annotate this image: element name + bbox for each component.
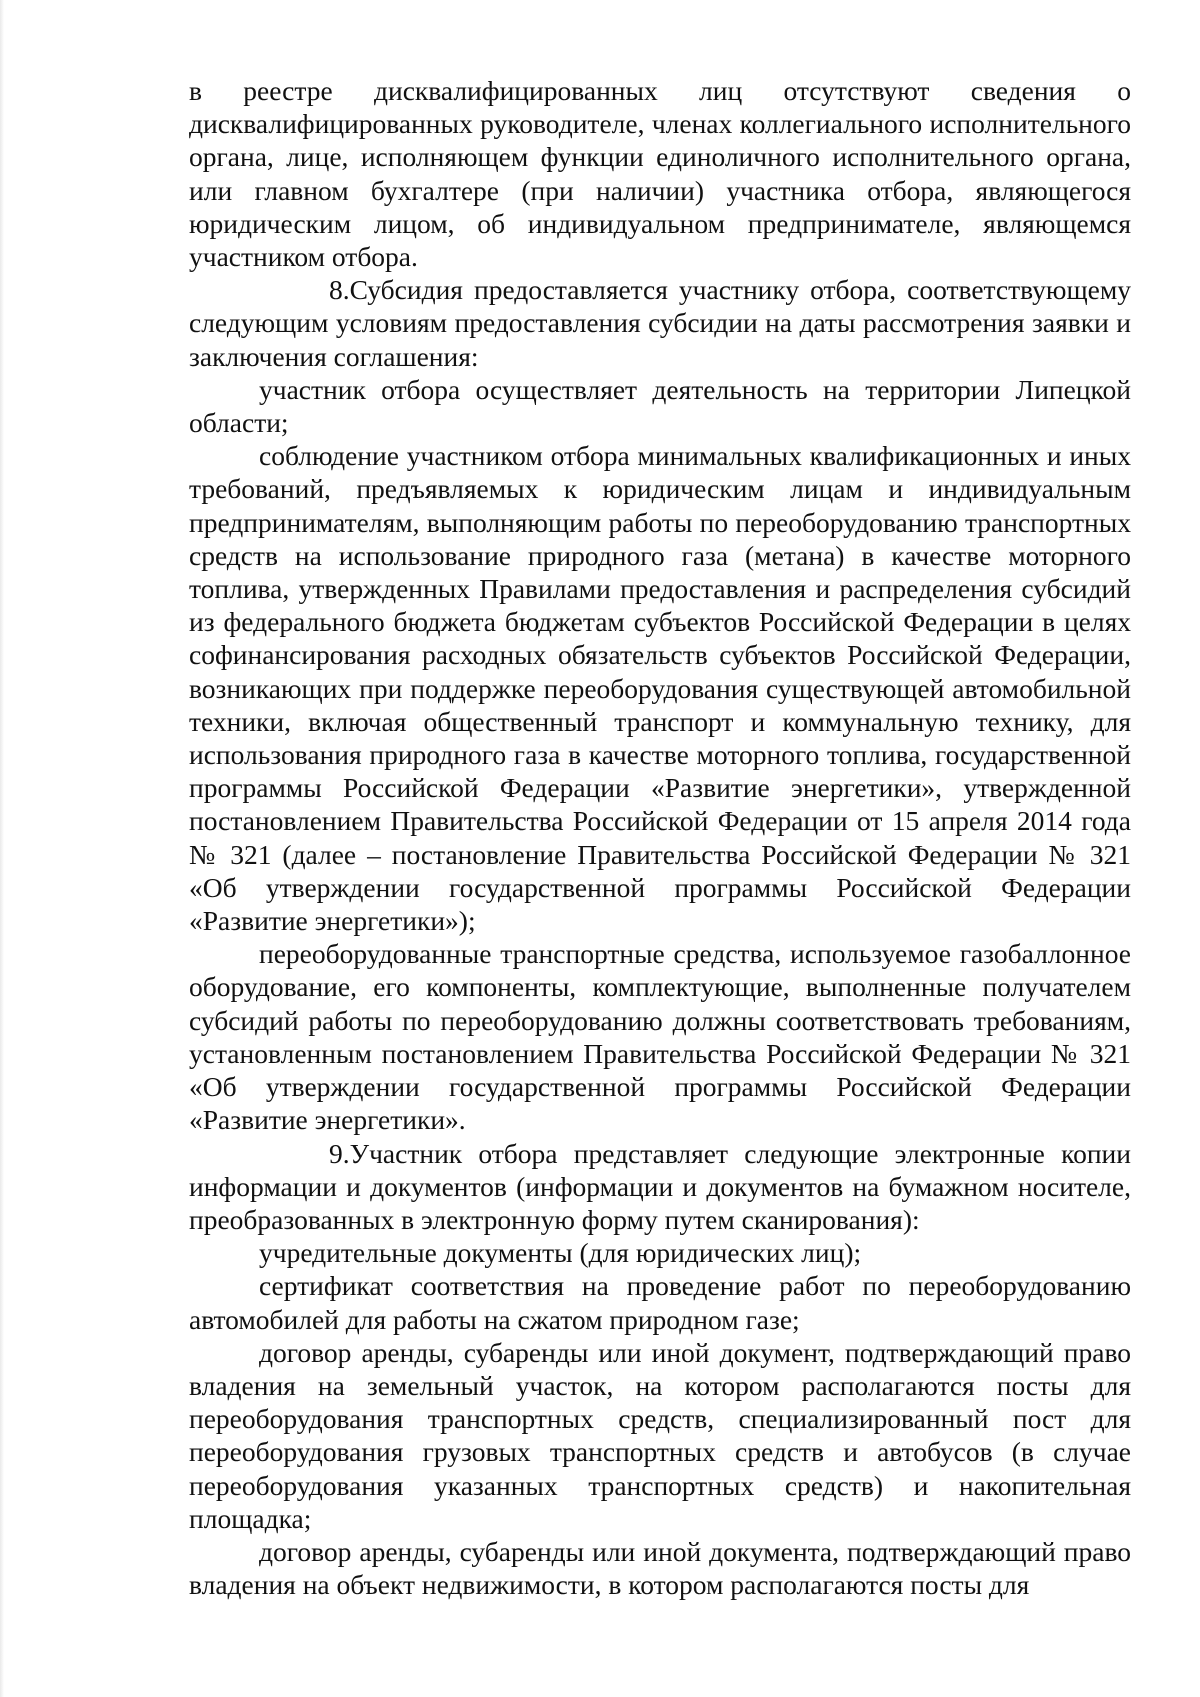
paragraph-doc-certificate: [189, 1269, 1131, 1335]
document-body: [189, 74, 1131, 1601]
paragraph-text: сертификат соответствия на проведение работ по переоборудованию автомобилей для работы на сжатом природном газе;: [189, 1270, 1131, 1335]
paragraph-text: соблюдение участником отбора минимальных квалификационных и иных требований, предъявляемых к юридическим лицам и индивидуальным предпринимателям, выполняющим работы по переоборудованию транспортных средств на использование природного газа (метана) в качестве моторного топлива, утвержденных Правилами предоставления и распределения субсидий из федерального бюджета бюджетам субъектов Российской Федерации в целях софинансирования расходных обязательств субъектов Российской Федерации, возникающих при поддержке переоборудования существующей автомобильной техники, включая общественный транспорт и коммунальную технику, для использования природного газа в качестве моторного топлива, государственной программы Российской Федерации «Развитие энергетики», утвержденной постановлением Правительства Российской Федерации от 15 апреля 2014 года № 321 (далее – постановление Правительства Российской Федерации № 321 «Об утверждении государственной программы Российской Федерации «Развитие энергетики»);: [189, 440, 1131, 937]
paragraph-number: 9.: [329, 1137, 350, 1169]
paragraph-text: договор аренды, субаренды или иной документа, подтверждающий право владения на объект недвижимости, в котором располагаются посты для: [189, 1535, 1131, 1601]
paragraph-text: Субсидия предоставляется участнику отбора, соответствующему следующим условиям предоставления субсидии на даты рассмотрения заявки и заключения соглашения:: [189, 274, 1131, 372]
paragraph-condition-equipment: [189, 937, 1131, 1136]
paragraph-text: договор аренды, субаренды или иной документ, подтверждающий право владения на земельный участок, на котором располагаются посты для переоборудования транспортных средств, специализированный пост для переоборудования грузовых транспортных средств и автобусов (в случае переоборудования указанных транспортных средств) и накопительная площадка;: [189, 1336, 1131, 1534]
paragraph-doc-founding: [189, 1236, 1131, 1269]
paragraph-item-8: [189, 273, 1131, 373]
paragraph-number: 8.: [329, 274, 350, 306]
paragraph-text: переоборудованные транспортные средства, используемое газобаллонное оборудование, его компоненты, комплектующие, выполненные получателем субсидий работы по переоборудованию должны соответствовать требованиям, установленным постановлением Правительства Российской Федерации № 321 «Об утверждении государственной программы Российской Федерации «Развитие энергетики».: [189, 938, 1131, 1136]
paragraph-intro: [189, 74, 1131, 273]
paragraph-item-9: [189, 1137, 1131, 1237]
scan-edge-shadow: [0, 0, 4, 1697]
paragraph-text: учредительные документы (для юридических лиц);: [259, 1237, 862, 1269]
paragraph-doc-property-lease: [189, 1535, 1131, 1601]
paragraph-text: участник отбора осуществляет деятельность на территории Липецкой области;: [189, 373, 1131, 439]
paragraph-text: в реестре дисквалифицированных лиц отсутствуют сведения о дисквалифицированных руководителе, членах коллегиального исполнительного органа, лице, исполняющем функции единоличного исполнительного органа, или главном бухгалтере (при наличии) участника отбора, являющегося юридическим лицом, об индивидуальном предпринимателе, являющемся участником отбора.: [189, 75, 1131, 273]
paragraph-condition-requirements: [189, 439, 1131, 937]
paragraph-doc-land-lease: [189, 1336, 1131, 1535]
paragraph-text: Участник отбора представляет следующие электронные копии информации и документов (информации и документов на бумажном носителе, преобразованных в электронную форму путем сканирования):: [189, 1137, 1131, 1235]
paragraph-condition-territory: [189, 373, 1131, 439]
